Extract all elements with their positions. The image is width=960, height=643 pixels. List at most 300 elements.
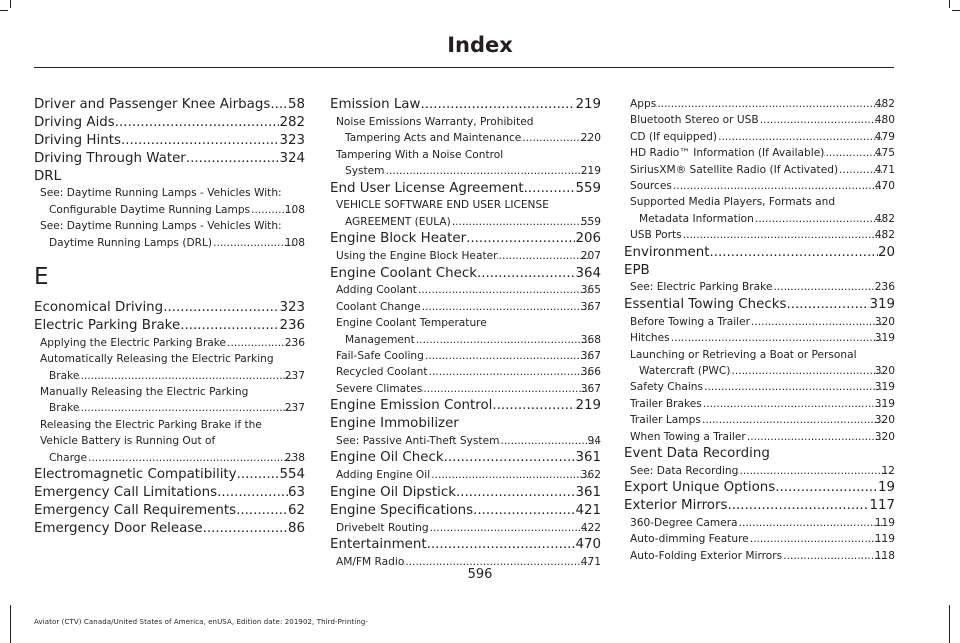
dot-leader <box>703 379 884 395</box>
index-subentry <box>624 531 895 547</box>
entry-page-number: 323 <box>279 132 305 148</box>
index-subentry <box>624 145 895 161</box>
index-subentry <box>624 279 895 295</box>
entry-title: Environment <box>624 244 710 260</box>
index-entry <box>330 502 601 520</box>
entry-row <box>34 299 305 317</box>
entry-title: Using the Engine Block Heater <box>336 250 498 263</box>
index-subentry <box>34 384 305 417</box>
index-subentry <box>624 112 895 128</box>
entry-row <box>34 168 305 186</box>
dot-leader <box>497 248 589 264</box>
entry-row <box>630 162 895 178</box>
entry-title: Watercraft (PWC) <box>639 364 731 377</box>
index-entry <box>34 502 305 520</box>
entry-title: Fail-Safe Cooling <box>336 350 424 363</box>
index-entry <box>330 415 601 433</box>
entry-row <box>630 112 895 128</box>
dot-leader <box>682 227 884 243</box>
entry-title: 360-Degree Camera <box>630 517 738 530</box>
entry-page-number: 470 <box>874 180 895 193</box>
entry-title: HD Radio™ Information (If Available) <box>630 147 825 160</box>
entry-row <box>34 114 305 132</box>
entry-title-line: Launching or Retrieving a Boat or Personal <box>630 348 857 361</box>
dot-leader <box>180 317 279 335</box>
entry-title: Engine Emission Control <box>330 398 493 414</box>
entry-row <box>624 244 895 262</box>
entry-page-number: 367 <box>580 350 601 363</box>
entry-row <box>630 314 895 330</box>
entry-row <box>630 379 895 395</box>
entry-title: Emergency Call Limitations <box>34 485 218 500</box>
index-entry <box>330 265 601 283</box>
index-entry <box>624 445 895 463</box>
footer-edition-text: Aviator (CTV) Canada/United States of America, enUSA, Edition date: 201902, Third-Printing- <box>34 618 369 626</box>
index-subentry <box>330 520 601 536</box>
dot-leader <box>79 400 293 416</box>
entry-page-number: 319 <box>874 397 895 410</box>
index-entry <box>624 497 895 515</box>
entry-title: End User License Agreement <box>330 180 524 196</box>
index-entry <box>330 449 601 467</box>
entry-row <box>630 463 895 479</box>
entry-row <box>34 466 305 484</box>
page-number: 596 <box>467 567 493 582</box>
entry-title: Applying the Electric Parking Brake <box>40 336 227 349</box>
entry-title: System <box>345 165 385 178</box>
entry-title: Coolant Change <box>336 300 421 313</box>
entry-page-number: 554 <box>279 467 305 483</box>
entry-page-number: 236 <box>874 281 895 294</box>
entry-page-number: 119 <box>874 517 895 530</box>
entry-row <box>630 515 895 531</box>
entry-title: Drivebelt Routing <box>336 521 429 534</box>
dot-leader <box>430 467 590 483</box>
entry-title: Driver and Passenger Knee Airbags <box>34 97 271 112</box>
entry-title: Engine Coolant Check <box>330 265 477 281</box>
dot-leader <box>782 548 884 564</box>
entry-row <box>34 317 305 335</box>
entry-row <box>336 248 601 264</box>
entry-title: Engine Oil Dipstick <box>330 484 456 500</box>
entry-page-number: 86 <box>287 520 305 536</box>
index-subentry <box>624 396 895 412</box>
dot-leader <box>670 330 884 346</box>
entry-title: Sources <box>630 180 672 193</box>
entry-page-number: 365 <box>580 284 601 297</box>
index-subentry <box>34 335 305 351</box>
entry-title-line: Tampering With a Noise Control <box>336 148 504 161</box>
entry-page-number: 364 <box>575 265 601 281</box>
entry-page-number: 320 <box>874 414 895 427</box>
entry-title: Bluetooth Stereo or USB <box>630 114 759 127</box>
dot-leader <box>672 178 884 194</box>
index-entry <box>624 262 895 280</box>
entry-page-number: 324 <box>279 150 305 166</box>
index-entry <box>624 479 895 497</box>
dot-leader <box>759 112 884 128</box>
entry-page-number: 320 <box>874 430 895 443</box>
entry-row <box>34 132 305 150</box>
crop-mark-top-left-h <box>0 10 8 11</box>
index-entry <box>34 317 305 335</box>
index-subentry <box>330 299 601 315</box>
entry-title: Auto-Folding Exterior Mirrors <box>630 549 783 562</box>
entry-row <box>630 548 895 564</box>
dot-leader <box>749 531 884 547</box>
entry-title: AM/FM Radio <box>336 555 405 568</box>
entry-title: Engine Specifications <box>330 502 474 518</box>
header-divider <box>34 67 894 68</box>
entry-row <box>345 163 601 179</box>
entry-row <box>34 520 305 538</box>
entry-title-line: See: Daytime Running Lamps - Vehicles With: <box>40 220 282 233</box>
entry-title: Entertainment <box>330 536 427 552</box>
entry-row <box>49 450 305 466</box>
entry-row <box>336 381 601 397</box>
index-entry <box>330 230 601 248</box>
dot-leader <box>466 230 575 248</box>
section-letter: E <box>34 264 49 291</box>
entry-page-number: 206 <box>575 231 601 247</box>
entry-title: When Towing a Trailer <box>630 430 746 443</box>
entry-title: Metadata Information <box>639 212 754 225</box>
index-entry <box>624 296 895 314</box>
entry-page-number: 94 <box>587 435 601 448</box>
entry-title: Hitches <box>630 332 670 345</box>
entry-row <box>49 368 305 384</box>
entry-title: Brake <box>49 369 80 382</box>
entry-page-number: 422 <box>580 521 601 534</box>
entry-page-number: 237 <box>284 369 305 382</box>
entry-row <box>630 227 895 243</box>
crop-mark-bottom-right-v <box>949 605 950 643</box>
entry-row <box>336 348 601 364</box>
index-column-3 <box>624 96 895 564</box>
index-subentry <box>624 194 895 227</box>
entry-page-number: 62 <box>287 502 305 518</box>
entry-page-number: 482 <box>874 212 895 225</box>
entry-title: AGREEMENT (EULA) <box>345 215 451 228</box>
index-column-2 <box>330 96 601 570</box>
entry-page-number: 368 <box>580 333 601 346</box>
entry-title: Export Unique Options <box>624 480 776 496</box>
dot-leader <box>702 396 884 412</box>
entry-row <box>49 400 305 416</box>
dot-leader <box>499 433 596 449</box>
dot-leader <box>456 484 575 502</box>
dot-leader <box>212 235 294 251</box>
entry-title-line: VEHICLE SOFTWARE END USER LICENSE <box>336 199 549 212</box>
entry-page-number: 367 <box>580 300 601 313</box>
index-subentry <box>330 433 601 449</box>
dot-leader <box>420 96 575 114</box>
entry-title-line: Vehicle Battery is Running Out of <box>40 435 216 448</box>
index-entry <box>34 299 305 317</box>
dot-leader <box>754 211 884 227</box>
dot-leader <box>421 299 590 315</box>
entry-title-line: Automatically Releasing the Electric Parking <box>40 353 274 366</box>
entry-row <box>49 202 305 218</box>
index-subentry <box>624 330 895 346</box>
entry-page-number: 236 <box>279 317 305 333</box>
dot-leader <box>270 96 288 114</box>
entry-row <box>336 282 601 298</box>
entry-row <box>336 433 601 449</box>
dot-leader <box>710 244 878 262</box>
entry-row <box>330 449 601 467</box>
entry-page-number: 482 <box>874 229 895 242</box>
entry-page-number: 207 <box>580 250 601 263</box>
entry-row <box>34 502 305 520</box>
entry-page-number: 320 <box>874 315 895 328</box>
dot-leader <box>786 296 869 314</box>
dot-leader <box>738 463 890 479</box>
dot-leader <box>656 96 884 112</box>
entry-title: Apps <box>630 98 657 110</box>
index-subentry <box>330 364 601 380</box>
index-subentry <box>624 379 895 395</box>
entry-row <box>630 429 895 445</box>
entry-title: Economical Driving <box>34 300 164 316</box>
entry-page-number: 480 <box>874 114 895 127</box>
entry-page-number: 559 <box>575 180 601 196</box>
index-subentry <box>624 463 895 479</box>
entry-title: Adding Coolant <box>336 284 417 297</box>
entry-row <box>345 214 601 230</box>
entry-page-number: 220 <box>580 132 601 145</box>
entry-title: See: Data Recording <box>630 464 739 477</box>
entry-page-number: 108 <box>284 203 305 216</box>
index-subentry <box>330 197 601 230</box>
crop-mark-top-right-v <box>949 0 950 8</box>
index-entry <box>624 244 895 262</box>
entry-row <box>624 296 895 314</box>
index-subentry <box>330 315 601 348</box>
dot-leader <box>121 132 280 150</box>
entry-title: Configurable Daytime Running Lamps <box>49 203 251 216</box>
index-subentry <box>624 548 895 564</box>
entry-row <box>630 531 895 547</box>
entry-row <box>630 279 895 295</box>
entry-title: See: Passive Anti-Theft System <box>336 435 500 448</box>
dot-leader <box>521 130 589 146</box>
entry-title: Electric Parking Brake <box>34 317 181 333</box>
entry-title: Safety Chains <box>630 381 704 394</box>
entry-row <box>624 497 895 515</box>
dot-leader <box>236 502 288 520</box>
entry-title: Brake <box>49 402 80 415</box>
entry-row <box>630 412 895 428</box>
entry-row <box>639 363 895 379</box>
entry-title: Daytime Running Lamps (DRL) <box>49 236 213 249</box>
entry-title: Driving Hints <box>34 132 121 148</box>
entry-row <box>630 396 895 412</box>
entry-row <box>330 484 601 502</box>
dot-leader <box>477 265 575 283</box>
dot-leader <box>115 114 280 132</box>
entry-title: Emission Law <box>330 97 421 112</box>
entry-row <box>336 364 601 380</box>
entry-page-number: 475 <box>874 147 895 160</box>
index-subentry <box>624 412 895 428</box>
dot-leader <box>451 214 590 230</box>
index-subentry <box>34 417 305 466</box>
index-subentry <box>330 467 601 483</box>
entry-page-number: 482 <box>874 98 895 110</box>
dot-leader <box>444 449 576 467</box>
entry-title: Trailer Brakes <box>630 397 702 410</box>
dot-leader <box>385 163 590 179</box>
entry-page-number: 20 <box>877 244 895 260</box>
entry-page-number: 219 <box>575 398 601 414</box>
dot-leader <box>428 364 590 380</box>
entry-title: CD (If equipped) <box>630 130 718 143</box>
index-subentry <box>624 178 895 194</box>
entry-page-number: 63 <box>287 485 305 500</box>
entry-row <box>34 96 305 114</box>
index-subentry <box>330 282 601 298</box>
index-subentry <box>34 218 305 251</box>
entry-row <box>624 445 895 463</box>
index-entry <box>330 484 601 502</box>
index-entry <box>330 397 601 415</box>
entry-title: Adding Engine Oil <box>336 469 431 482</box>
entry-title: Charge <box>49 451 88 464</box>
index-entry <box>34 466 305 484</box>
dot-leader <box>237 466 280 484</box>
entry-title: Electromagnetic Compatibility <box>34 467 237 483</box>
entry-page-number: 58 <box>287 97 305 112</box>
index-subentry <box>624 314 895 330</box>
index-subentry <box>330 114 601 147</box>
dot-leader <box>492 397 575 415</box>
entry-row <box>330 180 601 198</box>
entry-row <box>330 265 601 283</box>
dot-leader <box>79 368 293 384</box>
entry-row <box>624 262 895 280</box>
dot-leader <box>422 381 589 397</box>
entry-page-number: 319 <box>869 296 895 312</box>
dot-leader <box>417 282 590 298</box>
index-subentry <box>330 147 601 180</box>
index-entry <box>34 114 305 132</box>
crop-mark-bottom-left-v <box>10 605 11 643</box>
entry-title: Exterior Mirrors <box>624 498 728 514</box>
index-subentry <box>624 227 895 243</box>
index-subentry <box>330 381 601 397</box>
entry-page-number: 366 <box>580 366 601 379</box>
entry-page-number: 362 <box>580 469 601 482</box>
entry-page-number: 470 <box>575 536 601 552</box>
entry-title-line: Manually Releasing the Electric Parking <box>40 386 249 399</box>
dot-leader <box>717 129 884 145</box>
dot-leader <box>203 520 288 538</box>
dot-leader <box>738 515 884 531</box>
entry-row <box>336 299 601 315</box>
entry-title: Engine Immobilizer <box>330 416 459 432</box>
dot-leader <box>524 180 576 198</box>
index-subentry <box>624 429 895 445</box>
entry-page-number: 471 <box>580 555 601 568</box>
dot-leader <box>746 429 884 445</box>
page-title: Index <box>447 33 513 57</box>
entry-title: SiriusXM® Satellite Radio (If Activated) <box>630 163 839 176</box>
index-subentry <box>624 162 895 178</box>
index-entry <box>34 132 305 150</box>
entry-row <box>336 520 601 536</box>
entry-title: Event Data Recording <box>624 445 770 461</box>
entry-title: USB Ports <box>630 229 682 242</box>
entry-page-number: 320 <box>874 364 895 377</box>
entry-title: Driving Aids <box>34 114 115 130</box>
entry-title-line: Supported Media Players, Formats and <box>630 196 836 209</box>
entry-page-number: 471 <box>874 163 895 176</box>
entry-title: Essential Towing Checks <box>624 296 787 312</box>
entry-row <box>624 479 895 497</box>
index-entry <box>330 180 601 198</box>
entry-title: Engine Block Heater <box>330 231 467 247</box>
dot-leader <box>473 502 575 520</box>
entry-title: Emergency Call Requirements <box>34 502 237 518</box>
entry-page-number: 117 <box>869 498 895 514</box>
index-subentry <box>330 248 601 264</box>
index-subentry <box>624 96 895 112</box>
entry-page-number: 108 <box>284 236 305 249</box>
entry-title: Recycled Coolant <box>336 366 428 379</box>
entry-row <box>630 178 895 194</box>
entry-page-number: 319 <box>874 381 895 394</box>
entry-title: EPB <box>624 262 650 278</box>
dot-leader <box>727 497 869 515</box>
dot-leader <box>701 412 884 428</box>
entry-row <box>40 335 305 351</box>
entry-page-number: 479 <box>874 130 895 143</box>
entry-page-number: 421 <box>575 502 601 518</box>
index-subentry <box>624 129 895 145</box>
index-entry <box>34 150 305 168</box>
index-entry <box>34 168 305 186</box>
entry-page-number: 361 <box>575 484 601 500</box>
dot-leader <box>730 363 883 379</box>
entry-title: DRL <box>34 168 62 184</box>
entry-title: Engine Oil Check <box>330 450 444 466</box>
dot-leader <box>424 348 590 364</box>
entry-title-line: See: Daytime Running Lamps - Vehicles With: <box>40 187 282 200</box>
entry-row <box>630 96 895 112</box>
entry-page-number: 219 <box>580 165 601 178</box>
dot-leader <box>87 450 294 466</box>
entry-title: Before Towing a Trailer <box>630 315 750 328</box>
entry-page-number: 19 <box>877 480 895 496</box>
entry-title: Driving Through Water <box>34 150 186 166</box>
entry-row <box>345 130 601 146</box>
entry-page-number: 323 <box>279 300 305 316</box>
entry-row <box>630 129 895 145</box>
index-subentry <box>624 515 895 531</box>
entry-row <box>330 96 601 114</box>
entry-title: Management <box>345 333 415 346</box>
entry-row <box>345 332 601 348</box>
dot-leader <box>415 332 590 348</box>
entry-page-number: 367 <box>580 382 601 395</box>
index-entry <box>330 536 601 554</box>
entry-title: Auto-dimming Feature <box>630 533 749 546</box>
entry-title: Emergency Door Release <box>34 520 203 536</box>
entry-title: See: Electric Parking Brake <box>630 281 773 294</box>
entry-title-line: Releasing the Electric Parking Brake if the <box>40 418 262 431</box>
index-column-1 <box>34 96 305 538</box>
